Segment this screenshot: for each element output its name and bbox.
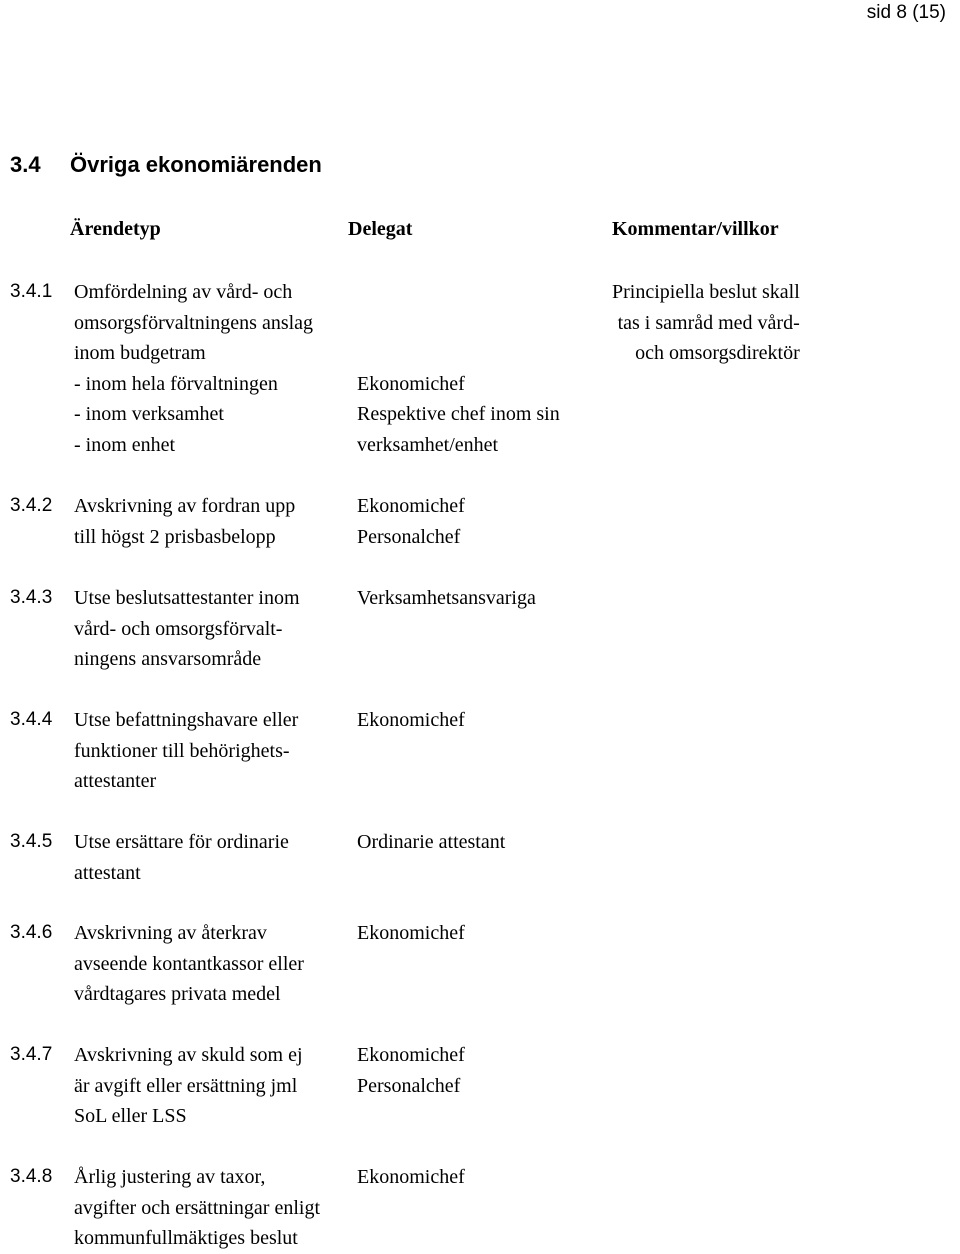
column-header-type: Ärendetyp [70, 218, 161, 240]
column-header-comment: Kommentar/villkor [612, 218, 779, 240]
item-description-line: Utse befattningshavare eller [74, 709, 299, 731]
item-description [74, 918, 304, 1010]
item-description-line: - inom verksamhet [74, 403, 224, 426]
item-delegate-line: Ekonomichef [357, 1166, 465, 1188]
column-header-delegate: Delegat [348, 218, 413, 240]
item-description-line: attestant [74, 861, 141, 884]
item-delegate [357, 705, 465, 736]
item-description-line: attestanter [74, 770, 157, 793]
item-description-line: avgifter och ersättningar enligt [74, 1196, 321, 1219]
item-number: 3.4.1 [10, 281, 53, 302]
item-description-line: avseende kontantkassor eller [74, 952, 304, 975]
item-number: 3.4.6 [10, 922, 53, 943]
item-delegate [357, 491, 465, 552]
item-number: 3.4.4 [10, 709, 53, 730]
item-description-line: kommunfullmäktiges beslut [74, 1227, 298, 1250]
item-delegate [357, 1040, 465, 1101]
item-description-line: omsorgsförvaltningens anslag [74, 311, 314, 334]
item-delegate-line [357, 338, 560, 369]
item-description-line: Utse beslutsattestanter inom [74, 587, 300, 609]
item-description-line: Utse ersättare för ordinarie [74, 831, 289, 853]
item-description-line: Avskrivning av återkrav [74, 922, 267, 944]
item-description-line: - inom enhet [74, 433, 176, 456]
item-description-line: funktioner till behörighets- [74, 739, 290, 762]
item-delegate [357, 918, 465, 949]
item-description [74, 277, 313, 461]
item-delegate-line: Ekonomichef [357, 495, 465, 517]
item-description-line: SoL eller LSS [74, 1105, 187, 1128]
item-delegate-line: Respektive chef inom sin [357, 403, 560, 426]
item-comment-line: Principiella beslut skall [612, 281, 800, 303]
item-number: 3.4.3 [10, 587, 53, 608]
item-delegate [357, 277, 560, 461]
item-number: 3.4.5 [10, 831, 53, 852]
item-delegate-line: Ekonomichef [357, 1044, 465, 1066]
page-number: sid 8 (15) [866, 2, 946, 23]
item-delegate-line [357, 308, 560, 339]
item-description [74, 491, 295, 552]
item-delegate-line: Ekonomichef [357, 709, 465, 731]
section-title: Övriga ekonomiärenden [70, 152, 322, 177]
section-heading [10, 152, 322, 178]
item-description-line: Årlig justering av taxor, [74, 1166, 266, 1188]
item-description [74, 1162, 320, 1254]
item-description-line: är avgift eller ersättning jml [74, 1074, 298, 1097]
item-delegate-line: verksamhet/enhet [357, 433, 499, 456]
item-delegate [357, 583, 536, 614]
item-description [74, 705, 298, 797]
item-delegate-line: Personalchef [357, 1074, 461, 1097]
item-description-line: till högst 2 prisbasbelopp [74, 525, 276, 548]
item-comment [612, 277, 800, 369]
item-delegate-line: Ekonomichef [357, 922, 465, 944]
item-comment-line: och omsorgsdirektör [635, 342, 800, 365]
item-delegate [357, 1162, 465, 1193]
item-delegate-line: Verksamhetsansvariga [357, 587, 536, 609]
item-description-line: Avskrivning av skuld som ej [74, 1044, 303, 1066]
item-description-line: vård- och omsorgsförvalt- [74, 617, 283, 640]
item-number: 3.4.7 [10, 1044, 53, 1065]
item-delegate-line: Personalchef [357, 525, 461, 548]
item-description-line: Omfördelning av vård- och [74, 281, 293, 303]
item-delegate-line: Ekonomichef [357, 372, 465, 395]
item-delegate-line [357, 277, 560, 308]
item-description-line: inom budgetram [74, 342, 206, 365]
item-description [74, 827, 289, 888]
item-number: 3.4.8 [10, 1166, 53, 1187]
item-delegate-line: Ordinarie attestant [357, 831, 506, 853]
item-description [74, 1040, 303, 1132]
item-description-line: - inom hela förvaltningen [74, 372, 278, 395]
section-number: 3.4 [10, 152, 41, 177]
item-description [74, 583, 300, 675]
item-description-line: vårdtagares privata medel [74, 983, 281, 1006]
item-number: 3.4.2 [10, 495, 53, 516]
item-description-line: Avskrivning av fordran upp [74, 495, 296, 517]
item-comment-line: tas i samråd med vård- [617, 311, 800, 334]
item-description-line: ningens ansvarsområde [74, 648, 262, 671]
item-delegate [357, 827, 505, 858]
